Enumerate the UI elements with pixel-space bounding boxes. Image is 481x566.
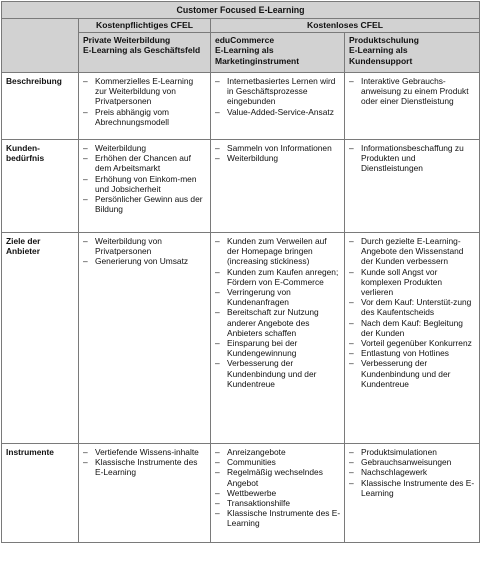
table-cell [211,73,345,140]
list-item: – Verbesserung der Kundenbindung und der Kundentreue [215,358,341,389]
list-item: – Wettbewerbe [215,488,341,498]
table-cell [79,233,211,444]
list-item: – Produktsimulationen [349,447,476,457]
column-head-produktschulung: Produktschulung E-Learning als Kundensupport [345,33,480,73]
table-row-ziele-der-anbieter [2,233,480,444]
cfel-table [1,1,480,543]
table-cell [211,140,345,233]
corner-cell [2,19,79,73]
bullet-list [349,447,476,498]
bullet-list [215,236,341,389]
column-head-private-weiterbildung: Private Weiterbildung E-Learning als Geschäftsfeld [79,33,211,73]
bullet-list [83,76,207,127]
list-item: – Klassische Instrumente des E-Learning [215,508,341,528]
bullet-list [349,236,476,389]
group-paid: Kostenpflichtiges CFEL [79,19,211,33]
list-item: – Weiterbildung [215,153,341,163]
list-item: – Value-Added-Service-Ansatz [215,107,341,117]
list-item: – Preis abhängig vom Abrechnungsmodell [83,107,207,127]
bullet-list [215,143,341,163]
table-cell [345,233,480,444]
list-item: – Erhöhen der Chancen auf dem Arbeitsmarkt [83,153,207,173]
bullet-list [349,143,476,174]
list-item: – Nachschlagewerk [349,467,476,477]
list-item: – Kommerzielles E-Learning zur Weiterbildung von Privatpersonen [83,76,207,107]
table-cell [79,140,211,233]
bullet-list [83,447,207,478]
row-label: Kunden- bedürfnis [2,140,79,233]
list-item: – Interaktive Gebrauchs-anweisung zu einem Produkt oder einer Dienstleistung [349,76,476,107]
list-item: – Weiterbildung von Privatpersonen [83,236,207,256]
list-item: – Bereitschaft zur Nutzung anderer Angebote des Anbieters schaffen [215,307,341,338]
list-item: – Entlastung von Hotlines [349,348,476,358]
list-item: – Generierung von Umsatz [83,256,207,266]
table-cell [211,233,345,444]
list-item: – Kunden zum Verweilen auf der Homepage bringen (increasing stickiness) [215,236,341,267]
list-item: – Gebrauchsanweisungen [349,457,476,467]
bullet-list [349,76,476,107]
list-item: – Verbesserung der Kundenbindung und der Kundentreue [349,358,476,389]
list-item: – Durch gezielte E-Learning-Angebote den Wissenstand der Kunden verbessern [349,236,476,267]
list-item: – Einsparung bei der Kundengewinnung [215,338,341,358]
list-item: – Weiterbildung [83,143,207,153]
table-cell [345,444,480,543]
row-label: Ziele der Anbieter [2,233,79,444]
list-item: – Transaktionshilfe [215,498,341,508]
table-row-beschreibung [2,73,480,140]
list-item: – Informationsbeschaffung zu Produkten und Dienstleistungen [349,143,476,174]
list-item: – Anreizangebote [215,447,341,457]
table-cell [345,140,480,233]
row-label: Beschreibung [2,73,79,140]
column-head-educommerce: eduCommerce E-Learning als Marketinginstrument [211,33,345,73]
group-free: Kostenloses CFEL [211,19,480,33]
table-body [2,73,480,543]
table-cell [79,444,211,543]
bullet-list [83,143,207,214]
bullet-list [83,236,207,267]
list-item: – Regelmäßig wechselndes Angebot [215,467,341,487]
list-item: – Erhöhung von Einkom-men und Jobsicherheit [83,174,207,194]
bullet-list [215,76,341,117]
bullet-list [215,447,341,529]
table-cell [211,444,345,543]
list-item: – Nach dem Kauf: Begleitung der Kunden [349,318,476,338]
row-label: Instrumente [2,444,79,543]
list-item: – Vorteil gegenüber Konkurrenz [349,338,476,348]
list-item: – Vertiefende Wissens-inhalte [83,447,207,457]
list-item: – Vor dem Kauf: Unterstüt-zung des Kaufentscheids [349,297,476,317]
list-item: – Verringerung von Kundenanfragen [215,287,341,307]
list-item: – Sammeln von Informationen [215,143,341,153]
list-item: – Klassische Instrumente des E-Learning [83,457,207,477]
table-row-kundenbeduerfnis [2,140,480,233]
table-row-instrumente [2,444,480,543]
table-cell [79,73,211,140]
list-item: – Persönlicher Gewinn aus der Bildung [83,194,207,214]
list-item: – Communities [215,457,341,467]
table-title: Customer Focused E-Learning [2,2,480,19]
list-item: – Internetbasiertes Lernen wird in Geschäftsprozesse eingebunden [215,76,341,107]
list-item: – Klassische Instrumente des E-Learning [349,478,476,498]
list-item: – Kunden zum Kaufen anregen; Fördern von E-Commerce [215,267,341,287]
table-cell [345,73,480,140]
list-item: – Kunde soll Angst vor komplexen Produkten verlieren [349,267,476,298]
